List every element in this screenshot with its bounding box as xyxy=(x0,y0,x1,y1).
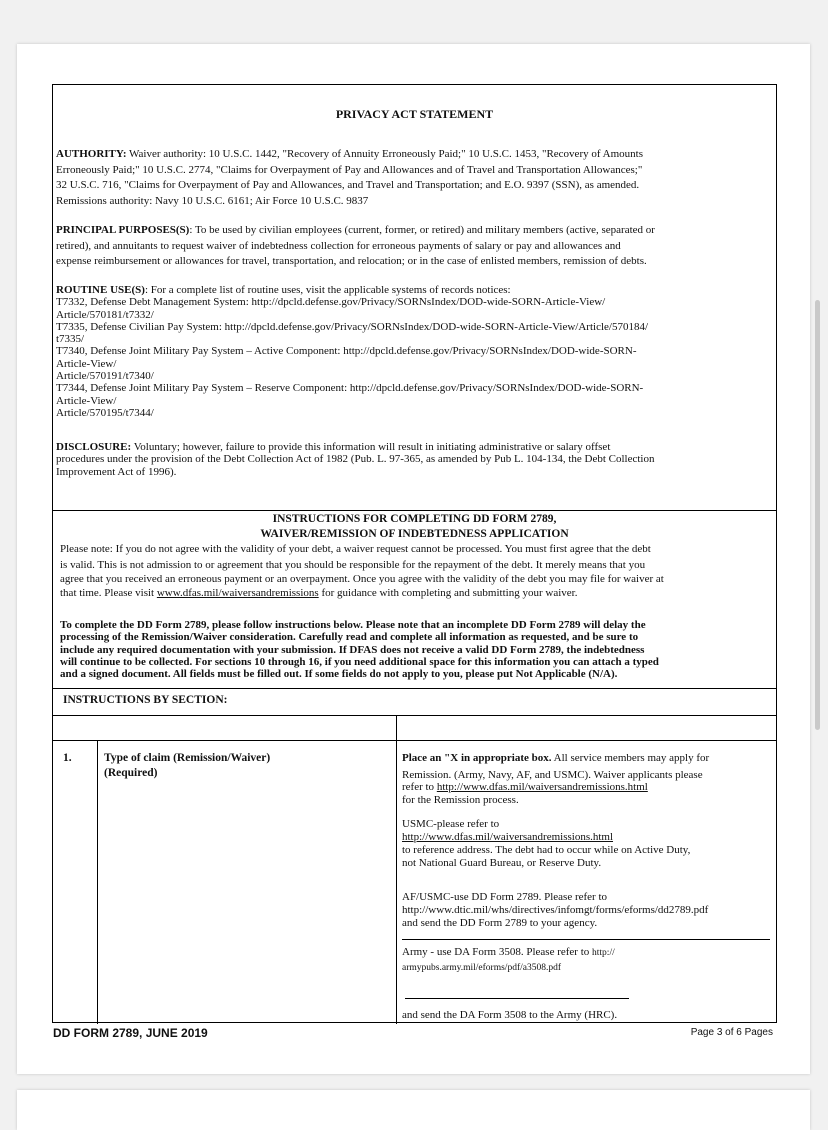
scrollbar[interactable] xyxy=(815,300,820,730)
routine-uses-paragraph: ROUTINE USE(S): For a complete list of routine uses, visit the applicable systems of records notices: T7332, Defense Debt Management System: http://dpcld.defense.gov/Privacy/SORNsIndex/DOD-wide-SORN-Article-View/ Article/570181/t7332/ T7335, Defense Civilian Pay System: http://dpcld.defense.gov/Privacy/SORNsIndex/DOD-wide-SORN-Article-View/Article/570184/ t7335/ T7340, Defense Joint Military Pay System – Active Component: http://dpcld.defense.gov/Privacy/SORNsIndex/DOD-wide-SORN- Article-View/ Article/570191/t7340/ T7344, Defense Joint Military Pay System – Reserve Component: http://dpcld.defense.gov/Privacy/SORNsIndex/DOD-wide-SORN- Article-View/ Article/570195/t7344/ xyxy=(56,284,649,419)
privacy-act-statement xyxy=(53,85,776,511)
privacy-act-title: PRIVACY ACT STATEMENT xyxy=(335,107,494,121)
table-header-row xyxy=(53,715,776,741)
row-number: 1. xyxy=(63,752,72,764)
army-send-instructions: and send the DA Form 3508 to the Army (HRC). xyxy=(402,1009,618,1021)
usmc-instructions: USMC-please refer to http://www.dfas.mil/waiversandremissions.html to reference address. The debt had to occur while on Active Duty, not National Guard Bureau, or Reserve Duty. xyxy=(402,818,772,870)
army-instructions: Army - use DA Form 3508. Please refer to http:// armypubs.army.mil/eforms/pdf/a3508.pdf xyxy=(402,946,772,975)
instructions-by-section-heading: INSTRUCTIONS BY SECTION: xyxy=(63,694,228,706)
column-divider xyxy=(97,741,98,1024)
type-of-claim-instructions: Place an "X in appropriate box. All service members may apply for Remission. (Army, Navy, AF, and USMC). Waiver applicants please refer to http://www.dfas.mil/waiversandremissions.html for the Remission process. xyxy=(402,752,710,806)
complete-form-instructions: To complete the DD Form 2789, please follow instructions below. Please note that an incomplete DD Form 2789 will delay the processing of the Remission/Waiver consideration. Carefully read and complete all information as requested, and be sure to include any required documentation with your submission. If DFAS does not receive a valid DD Form 2789, the indebtedness will continue to be collected. For sections 10 through 16, if you need additional space for this information you can attach a typed and a signed document. All fields must be filled out. If some fields do not apply to you, please put Not Applicable (N/A). xyxy=(60,619,659,681)
instructions-title: INSTRUCTIONS FOR COMPLETING DD FORM 2789, WAIVER/REMISSION OF INDEBTEDNESS APPLICATION xyxy=(260,513,569,540)
please-note-paragraph: Please note: If you do not agree with the validity of your debt, a waiver request cannot be processed. You must first agree that the debt is valid. This is not admission to or agreement that you should be responsible for the repayment of the debt. It merely means that you agree that you received an erroneous payment or an overpayment. Once you agree with the validity of the debt you may file for waiver at that time. Please visit www.dfas.mil/waiversandremissions for guidance with completing and submitting your waiver. xyxy=(60,543,664,599)
instructions-section xyxy=(53,511,776,706)
form-number-footer: DD FORM 2789, JUNE 2019 xyxy=(53,1026,208,1040)
authority-paragraph: AUTHORITY: Waiver authority: 10 U.S.C. 1442, "Recovery of Annuity Erroneously Paid;" 10 U.S.C. 1453, "Recovery of Amounts Erroneously Paid;" 10 U.S.C. 2774, "Claims for Overpayment of Pay and Allowances and of Travel and Transportation Allowances;" 32 U.S.C. 716, "Claims for Overpayment of Pay and Allowances, and Travel and Transportation; and E.O. 9397 (SSN), as amended. Remissions authority: Navy 10 U.S.C. 6161; Air Force 10 U.S.C. 9837 xyxy=(56,148,644,207)
da3508-form-link[interactable]: armypubs.army.mil/eforms/pdf/a3508.pdf xyxy=(402,963,562,973)
dfas-waivers-link[interactable]: www.dfas.mil/waiversandremissions xyxy=(156,587,319,599)
remission-process-link[interactable]: http://www.dfas.mil/waiversandremissions.html xyxy=(436,781,648,793)
page-number-footer: Page 3 of 6 Pages xyxy=(690,1027,773,1038)
type-of-claim-label: Type of claim (Remission/Waiver) (Required) xyxy=(104,752,271,779)
af-usmc-instructions: AF/USMC-use DD Form 2789. Please refer to http://www.dtic.mil/whs/directives/infomgt/forms/eforms/dd2789.pdf and send the DD Form 2789 to your agency. xyxy=(402,891,772,930)
next-document-page xyxy=(17,1090,810,1130)
separator-line xyxy=(402,939,770,940)
signature-line xyxy=(405,998,629,999)
dd2789-form-link[interactable]: http://www.dtic.mil/whs/directives/infomgt/forms/eforms/dd2789.pdf xyxy=(402,904,709,916)
principal-purposes-paragraph: PRINCIPAL PURPOSES(S): To be used by civilian employees (current, former, or retired) and military members (active, separated or retired), and annuitants to request waiver of indebtedness collection for erroneous payments of salary or pay and allowances and expense reimbursement or allowances for travel, transportation, and relocation; or in the case of enlisted members, remission of debts. xyxy=(56,224,655,267)
disclosure-paragraph: DISCLOSURE: Voluntary; however, failure to provide this information will result in initiating administrative or salary offset procedures under the provision of the Debt Collection Act of 1982 (Pub. L. 97-365, as amended by Pub L. 104-134, the Debt Collection Improvement Act of 1996). xyxy=(56,441,655,478)
usmc-waivers-link[interactable]: http://www.dfas.mil/waiversandremissions.html xyxy=(402,831,614,843)
column-divider xyxy=(396,715,397,1024)
dd-form-2789 xyxy=(52,84,777,1023)
